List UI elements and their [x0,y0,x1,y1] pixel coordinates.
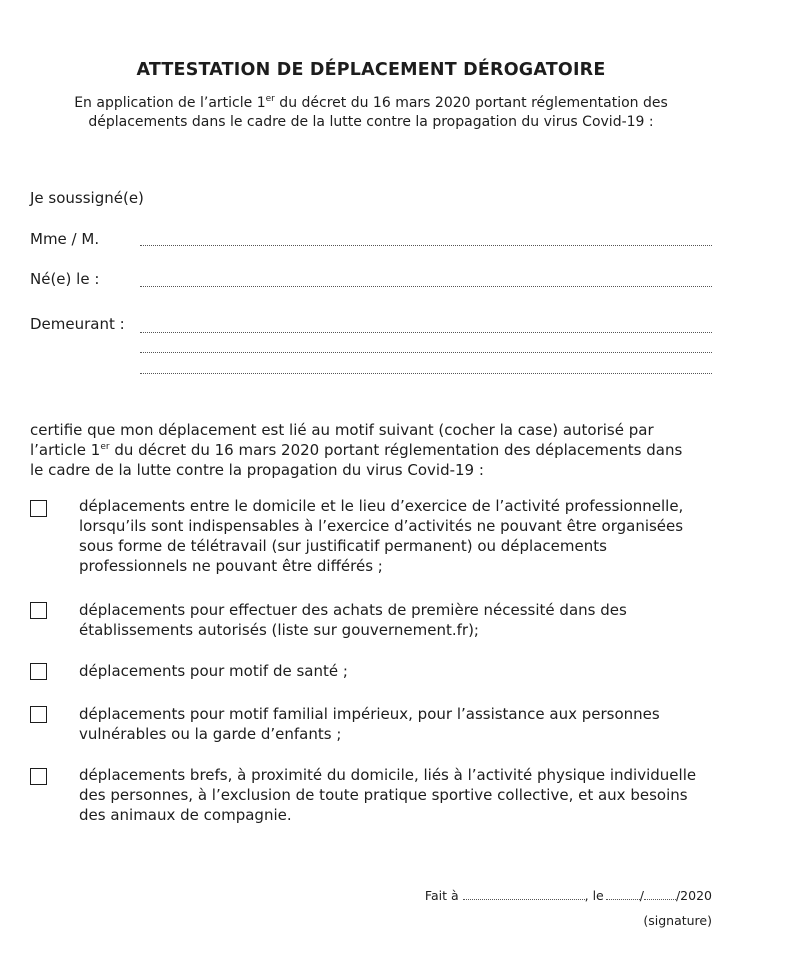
certify-paragraph [30,420,713,480]
option-text-line: vulnérables ou la garde d’enfants ; [79,725,342,743]
option-text-line: des personnes, à l’exclusion de toute pratique sportive collective, et aux besoins [79,786,688,804]
option-text-line: professionnels ne pouvant être différés ; [79,557,383,575]
address-label: Demeurant : [30,315,125,333]
certify-line2-sup: er [100,442,110,452]
intro-line1-part2: du décret du 16 mars 2020 portant réglementation des [274,95,668,111]
le-label: , le [584,888,604,903]
certify-line2-part1: l’article 1 [30,441,101,459]
option-text-line: déplacements entre le domicile et le lieu d’exercice de l’activité professionnelle, [79,497,684,515]
option-professional [79,496,712,576]
option-text-line: sous forme de télétravail (sur justificatif permanent) ou déplacements [79,537,607,555]
signature-label: (signature) [643,913,712,928]
option-shopping [79,600,712,640]
checkbox-exercise[interactable] [30,768,47,785]
year-label: /2020 [675,888,712,903]
checkbox-family[interactable] [30,706,47,723]
certify-line1: certifie que mon déplacement est lié au motif suivant (cocher la case) autorisé par [30,421,654,439]
fait-a-label: Fait à [424,888,459,903]
intro-line1-part1: En application de l’article 1 [74,95,266,111]
certify-line3: le cadre de la lutte contre la propagation du virus Covid-19 : [30,461,484,479]
birthdate-label: Né(e) le : [30,270,100,288]
attestation-title: ATTESTATION DE DÉPLACEMENT DÉROGATOIRE [136,60,606,80]
option-text-line: déplacements pour effectuer des achats de première nécessité dans des [79,601,627,619]
address-field-line-1[interactable] [140,332,712,333]
intro-line1-sup: er [265,94,275,104]
checkbox-health[interactable] [30,663,47,680]
address-field-line-2[interactable] [140,352,712,353]
option-text-line: lorsqu’ils sont indispensables à l’exercice d’activités ne pouvant être organisées [79,517,684,535]
option-text-line: déplacements pour motif familial impérieux, pour l’assistance aux personnes [79,705,660,723]
day-field[interactable] [606,888,640,900]
intro-text [40,94,702,132]
soussigne-label: Je soussigné(e) [30,189,144,207]
intro-line2: déplacements dans le cadre de la lutte contre la propagation du virus Covid-19 : [88,114,654,130]
certify-line2-part2: du décret du 16 mars 2020 portant réglementation des déplacements dans [109,441,683,459]
name-field[interactable] [140,245,712,246]
option-family [79,704,712,744]
checkbox-professional[interactable] [30,500,47,517]
name-label: Mme / M. [30,230,100,248]
birthdate-field[interactable] [140,286,712,287]
place-date-line [400,888,712,903]
month-field[interactable] [644,888,676,900]
option-exercise [79,765,712,825]
option-health [79,661,712,681]
option-text-line: des animaux de compagnie. [79,806,292,824]
checkbox-shopping[interactable] [30,602,47,619]
place-field[interactable] [463,888,585,900]
option-text-line: établissements autorisés (liste sur gouvernement.fr); [79,621,479,639]
address-field-line-3[interactable] [140,373,712,374]
option-text-line: déplacements brefs, à proximité du domicile, liés à l’activité physique individuelle [79,766,697,784]
option-text-line: déplacements pour motif de santé ; [79,662,348,680]
date-separator: / [639,888,644,903]
